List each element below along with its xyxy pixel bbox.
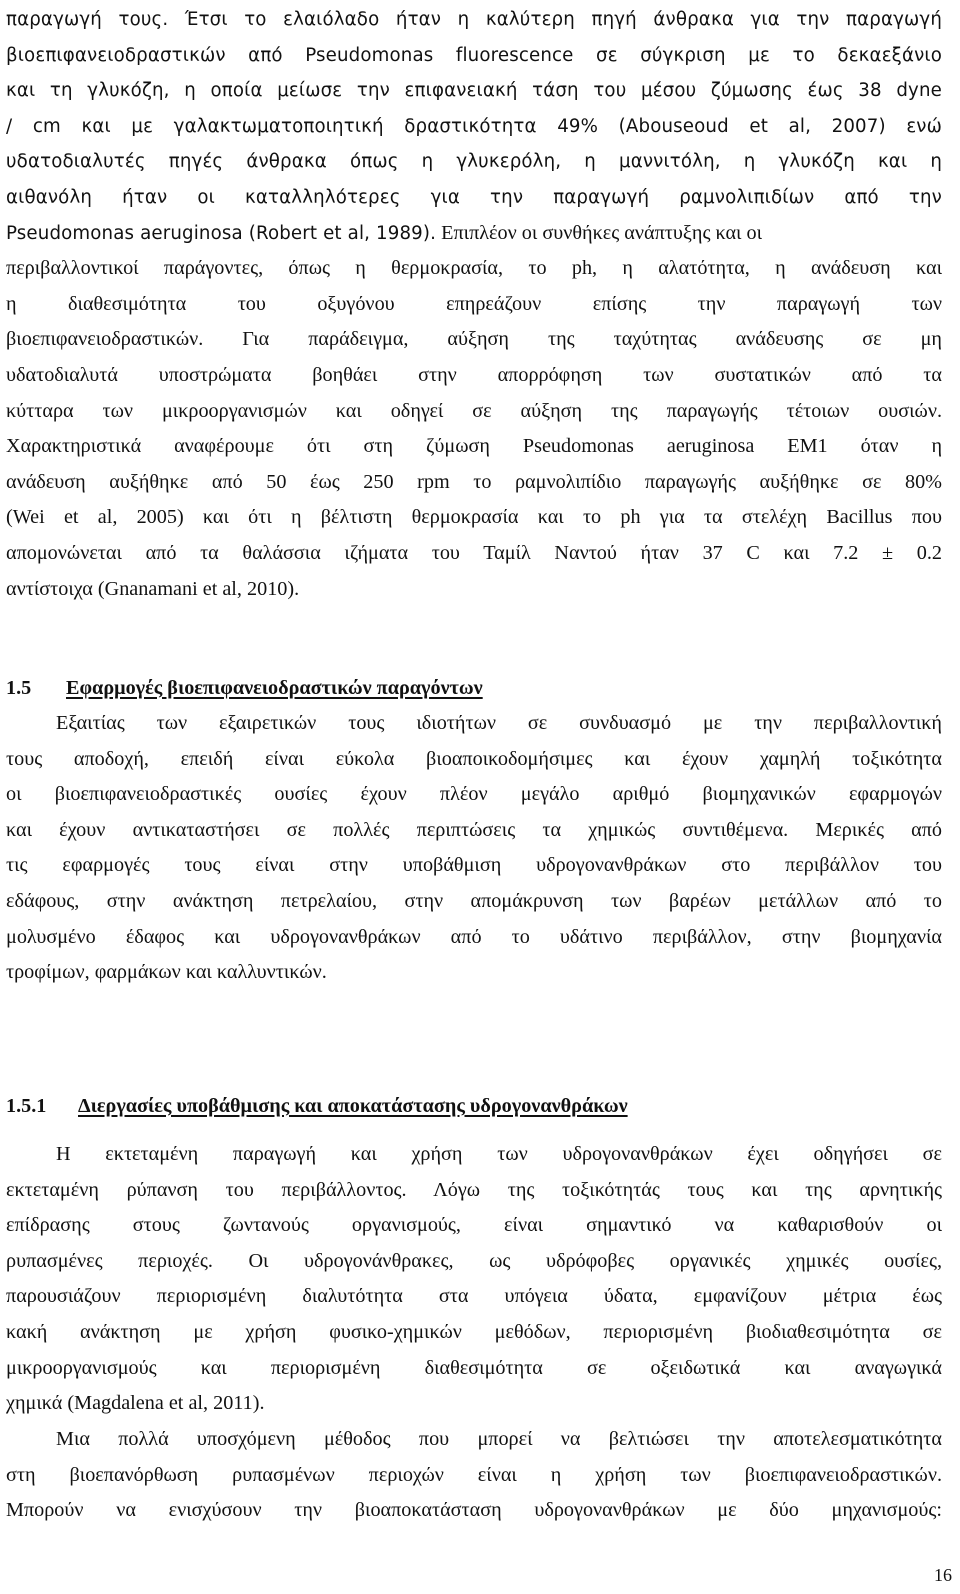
text-line: Η εκτεταμένη παραγωγή και χρήση των υδρογονανθράκων έχει οδηγήσει σε bbox=[56, 1143, 942, 1165]
text-line: παρουσιάζουν περιορισμένη διαλυτότητα στα υπόγεια ύδατα, εμφανίζουν μέτρια έως bbox=[6, 1285, 942, 1308]
paragraph-applications bbox=[6, 706, 942, 991]
text-line: περιβαλλοντικοί παράγοντες, όπως η θερμοκρασία, το ph, η αλατότητα, η ανάδευση και bbox=[6, 257, 942, 280]
text-line: Μπορούν να ενισχύσουν την βιοαποκατάσταση υδρογονανθράκων με δύο μηχανισμούς: bbox=[6, 1499, 942, 1522]
text-fragment: Pseudomonas aeruginosa (Robert et al, 1989). bbox=[6, 222, 437, 244]
text-line: εδάφους, στην ανάκτηση πετρελαίου, στην απομάκρυνση των βαρέων μετάλλων από το bbox=[6, 889, 942, 912]
text-line: κύτταρα των μικροοργανισμών και οδηγεί σε αύξηση της παραγωγής τέτοιων ουσιών. bbox=[6, 399, 942, 422]
text-line: οι βιοεπιφανειοδραστικές ουσίες έχουν πλέον μεγάλο αριθμό βιομηχανικών εφαρμογών bbox=[6, 783, 942, 806]
text-line: υδατοδιαλυτές πηγές άνθρακα όπως η γλυκερόλη, η μαννιτόλη, η γλυκόζη και η bbox=[6, 151, 942, 173]
page-number: 16 bbox=[934, 1565, 952, 1585]
text-line: / cm και με γαλακτωματοποιητική δραστικότητα 49% (Abouseoud et al, 2007) ενώ bbox=[6, 115, 942, 137]
section-number: 1.5.1 bbox=[6, 1095, 47, 1117]
text-line: επίδρασης στους ζωντανούς οργανισμούς, είναι σημαντικό να καθαρισθούν οι bbox=[6, 1214, 942, 1237]
text-line: εκτεταμένη ρύπανση του περιβάλλοντος. Λόγω της τοξικότητάς τους και της αρνητικής bbox=[6, 1178, 942, 1201]
text-line: μικροοργανισμούς και περιορισμένη διαθεσιμότητα σε οξειδωτικά και αναγωγικά bbox=[6, 1356, 942, 1379]
section-title: Διεργασίες υποβάθμισης και αποκατάστασης υδρογονανθράκων bbox=[78, 1095, 628, 1117]
section-heading-1-5-1 bbox=[6, 1092, 628, 1120]
text-line: χημικά (Magdalena et al, 2011). bbox=[6, 1392, 265, 1415]
text-line: τροφίμων, φαρμάκων και καλλυντικών. bbox=[6, 961, 327, 984]
text-line: αιθανόλη ήταν οι καταλληλότερες για την παραγωγή ραμνολιπιδίων από την bbox=[6, 186, 942, 208]
text-line: τις εφαρμογές τους είναι στην υποβάθμιση υδρογονανθράκων στο περιβάλλον του bbox=[6, 854, 942, 877]
text-line: και έχουν αντικαταστήσει σε πολλές περιπτώσεις τα χημικώς συντιθέμενα. Μερικές από bbox=[6, 818, 942, 841]
text-line: παραγωγή τους. Έτσι το ελαιόλαδο ήταν η καλύτερη πηγή άνθρακα για την παραγωγή bbox=[6, 9, 942, 30]
text-line: απομονώνεται από τα θαλάσσια ιζήματα του Ταμίλ Ναντού ήταν 37 C και 7.2 ± 0.2 bbox=[6, 541, 942, 564]
section-number: 1.5 bbox=[6, 677, 32, 699]
section-title: Εφαρμογές βιοεπιφανειοδραστικών παραγόντων bbox=[66, 677, 483, 699]
paragraph-intro bbox=[6, 2, 942, 607]
text-line: και τη γλυκόζη, η οποία μείωσε την επιφανειακή τάση του μέσου ζύμωσης έως 38 dyne bbox=[6, 80, 942, 102]
text-line-mixed bbox=[6, 216, 942, 252]
text-line: στη βιοεπανόρθωση ρυπασμένων περιοχών είναι η χρήση των βιοεπιφανειοδραστικών. bbox=[6, 1463, 942, 1486]
text-line: (Wei et al, 2005) και ότι η βέλτιστη θερμοκρασία και το ph για τα στελέχη Bacillus που bbox=[6, 506, 942, 529]
paragraph-biosurfactant-method bbox=[6, 1422, 942, 1529]
text-line: Μια πολλά υποσχόμενη μέθοδος που μπορεί να βελτιώσει την αποτελεσματικότητα bbox=[56, 1428, 942, 1450]
text-line: ανάδευση αυξήθηκε από 50 έως 250 rpm το ραμνολιπίδιο παραγωγής αυξήθηκε σε 80% bbox=[6, 470, 942, 493]
text-fragment: Επιπλέον οι συνθήκες ανάπτυξης και οι bbox=[436, 221, 763, 244]
text-line: τους αποδοχή, επειδή είναι εύκολα βιοαποικοδομήσιμες και έχουν χαμηλή τοξικότητα bbox=[6, 747, 942, 770]
text-line: ρυπασμένες περιοχές. Οι υδρογονάνθρακες, ως υδρόφοβες οργανικές χημικές ουσίες, bbox=[6, 1249, 942, 1272]
text-line: βιοεπιφανειοδραστικών. Για παράδειγμα, αύξηση της ταχύτητας ανάδευσης σε μη bbox=[6, 328, 942, 351]
section-heading-1-5 bbox=[6, 674, 483, 702]
text-line: κακή ανάκτηση με χρήση φυσικο-χημικών μεθόδων, περιορισμένη βιοδιαθεσιμότητα σε bbox=[6, 1320, 942, 1343]
text-line: μολυσμένο έδαφος και υδρογονανθράκων από το υδάτινο περιβάλλον, στην βιομηχανία bbox=[6, 925, 942, 948]
text-line: βιοεπιφανειοδραστικών από Pseudomonas fluorescence σε σύγκριση με το δεκαεξάνιο bbox=[6, 44, 942, 66]
text-line: αντίστοιχα (Gnanamani et al, 2010). bbox=[6, 577, 300, 600]
text-line: η διαθεσιμότητα του οξυγόνου επηρεάζουν επίσης την παραγωγή των bbox=[6, 292, 942, 315]
text-line: Εξαιτίας των εξαιρετικών τους ιδιοτήτων σε συνδυασμό με την περιβαλλοντική bbox=[56, 712, 942, 734]
text-line: Χαρακτηριστικά αναφέρουμε ότι στη ζύμωση Pseudomonas aeruginosa EM1 όταν η bbox=[6, 435, 942, 458]
text-line: υδατοδιαλυτά υποστρώματα βοηθάει στην απορρόφηση των συστατικών από τα bbox=[6, 363, 942, 386]
paragraph-hydrocarbons bbox=[6, 1137, 942, 1422]
